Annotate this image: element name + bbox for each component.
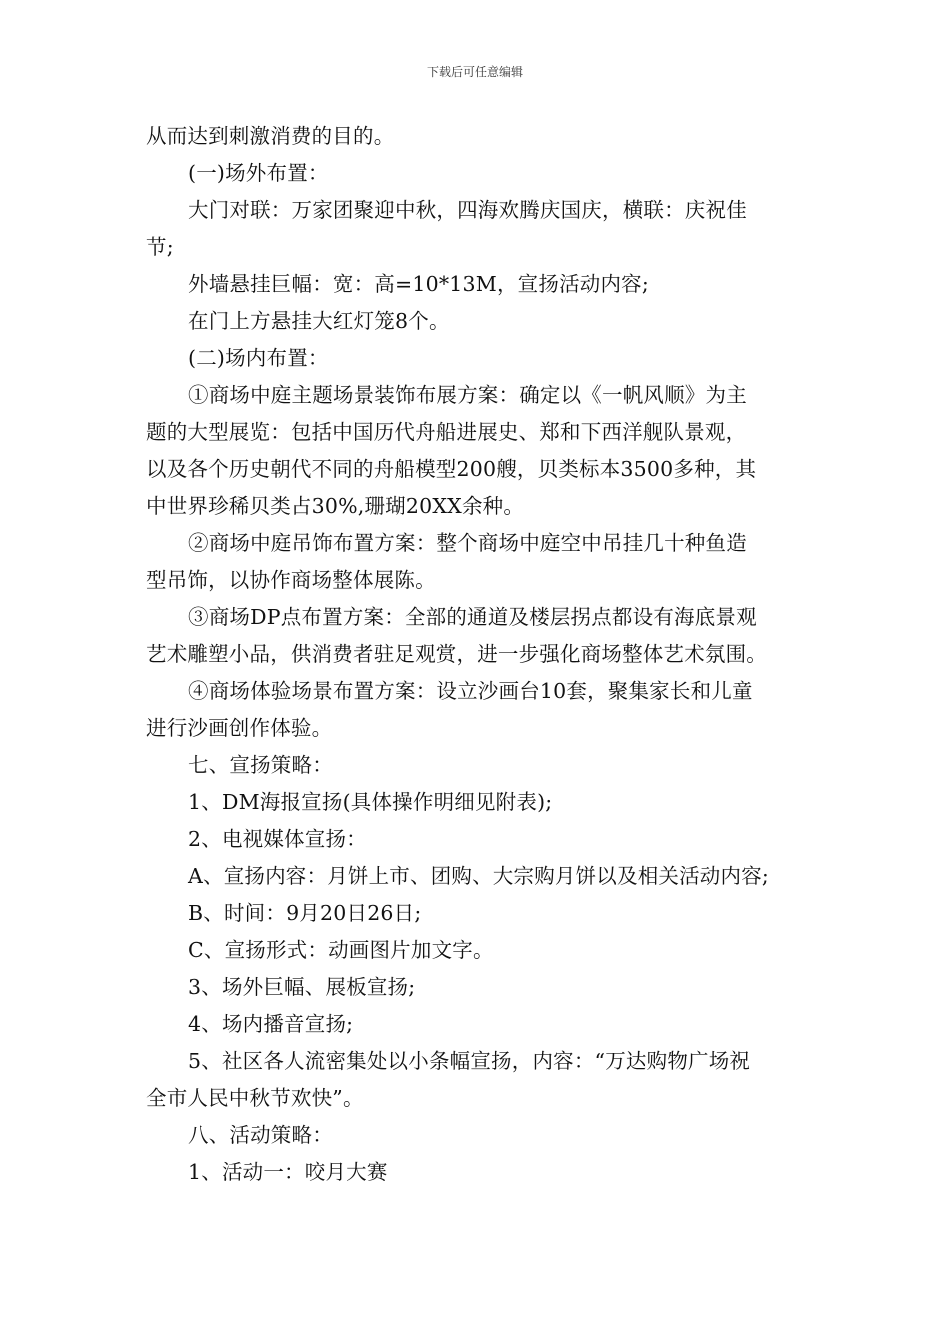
paragraph-line: 八、活动策略：	[188, 1123, 333, 1147]
paragraph-line: ②商场中庭吊饰布置方案：整个商场中庭空中吊挂几十种鱼造	[188, 531, 747, 555]
paragraph-line: C、宣扬形式：动画图片加文字。	[188, 938, 494, 962]
paragraph-line: 2、电视媒体宣扬：	[188, 827, 367, 851]
paragraph-line: (一)场外布置：	[188, 161, 329, 185]
paragraph-line: 大门对联：万家团聚迎中秋，四海欢腾庆国庆，横联：庆祝佳	[188, 198, 747, 222]
document-body	[146, 118, 811, 1191]
paragraph-line: 4、场内播音宣扬;	[188, 1012, 354, 1036]
paragraph-line: 型吊饰，以协作商场整体展陈。	[146, 568, 436, 592]
paragraph-line: 外墙悬挂巨幅：宽：高=10*13M，宣扬活动内容;	[188, 272, 649, 296]
paragraph-line: 艺术雕塑小品，供消费者驻足观赏，进一步强化商场整体艺术氛围。	[146, 642, 767, 666]
paragraph-line: 题的大型展览：包括中国历代舟船进展史、郑和下西洋舰队景观，	[146, 420, 747, 444]
paragraph-line: 1、DM海报宣扬(具体操作明细见附表);	[188, 790, 553, 814]
paragraph-line: 在门上方悬挂大红灯笼8个。	[188, 309, 450, 333]
paragraph-line: ①商场中庭主题场景装饰布展方案：确定以《一帆风顺》为主	[188, 383, 747, 407]
paragraph-line: 中世界珍稀贝类占30%,珊瑚20XX余种。	[146, 494, 525, 518]
page-header: 下载后可任意编辑	[426, 65, 523, 79]
paragraph-line: 5、社区各人流密集处以小条幅宣扬，内容：“万达购物广场祝	[188, 1049, 751, 1073]
paragraph-line: 以及各个历史朝代不同的舟船模型200艘，贝类标本3500多种，其	[146, 457, 757, 481]
paragraph-line: 节;	[146, 235, 174, 259]
paragraph-line: ③商场DP点布置方案：全部的通道及楼层拐点都设有海底景观	[188, 605, 757, 629]
paragraph-line: 进行沙画创作体验。	[146, 716, 333, 740]
paragraph-line: ④商场体验场景布置方案：设立沙画台10套，聚集家长和儿童	[188, 679, 753, 703]
paragraph-line: 3、场外巨幅、展板宣扬;	[188, 975, 416, 999]
paragraph-line: (二)场内布置：	[188, 346, 329, 370]
paragraph-line: A、宣扬内容：月饼上市、团购、大宗购月饼以及相关活动内容;	[188, 864, 770, 888]
paragraph-line: B、时间：9月20日26日;	[188, 901, 422, 925]
paragraph-line: 从而达到刺激消费的目的。	[146, 124, 395, 148]
paragraph-line: 1、活动一：咬月大赛	[188, 1160, 388, 1184]
paragraph-line: 七、宣扬策略：	[188, 753, 333, 777]
paragraph-line: 全市人民中秋节欢快”。	[146, 1086, 364, 1110]
